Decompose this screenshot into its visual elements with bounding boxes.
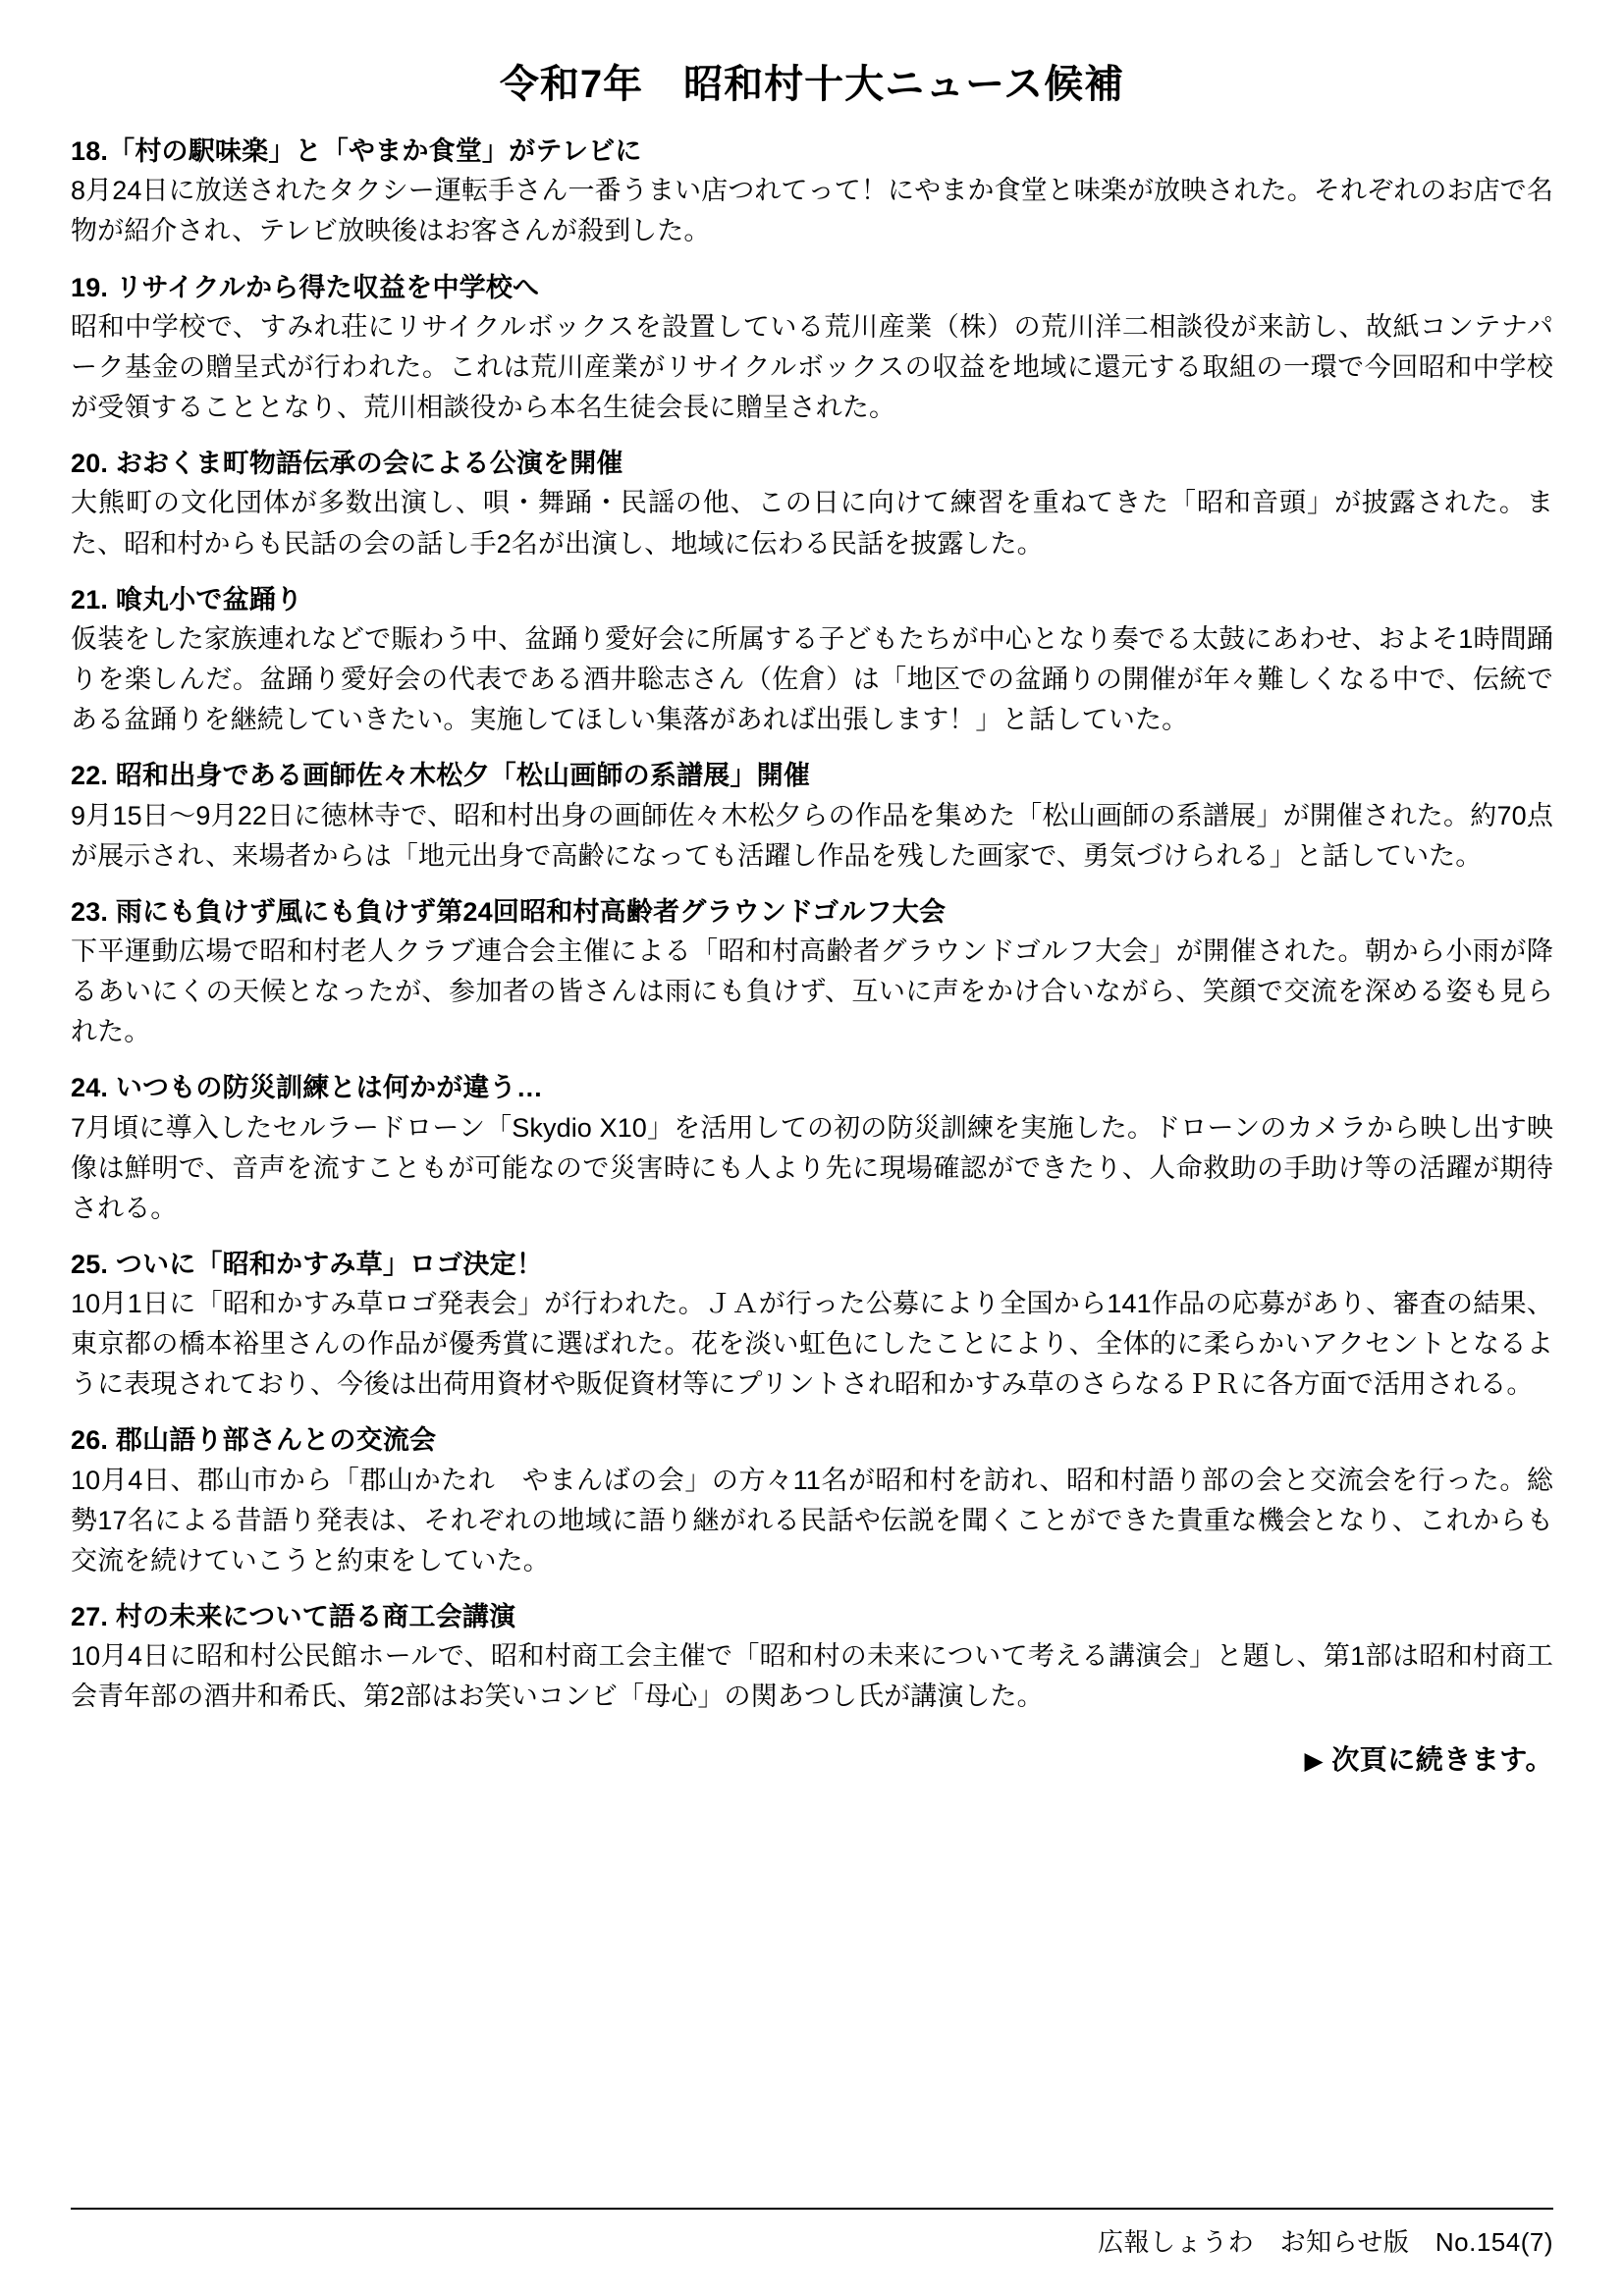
news-body: 8月24日に放送されたタクシー運転手さん一番うまい店つれてって！にやまか食堂と味楽が放映された。それぞれのお店で名物が紹介され、テレビ放映後はお客さんが殺到した。 [71,176,1553,246]
news-heading: 24. いつもの防災訓練とは何かが違う… [71,1073,544,1103]
news-body: 10月4日に昭和村公民館ホールで、昭和村商工会主催で「昭和村の未来について考える講演会」と題し、第1部は昭和村商工会青年部の酒井和希氏、第2部はお笑いコンビ「母心」の関あつし氏が講演した。 [71,1641,1553,1712]
news-item-21 [71,582,1553,741]
news-list [71,133,1553,1717]
news-heading: 21. 喰丸小で盆踊り [71,584,303,614]
triangle-right-icon: ▶ [1304,1747,1325,1776]
news-heading: 23. 雨にも負けず風にも負けず第24回昭和村高齢者グラウンドゴルフ大会 [71,896,947,927]
news-heading: 22. 昭和出身である画師佐々木松夕「松山画師の系譜展」開催 [71,761,811,791]
news-item-27 [71,1599,1553,1718]
news-item-23 [71,894,1553,1053]
news-heading: 25. ついに「昭和かすみ草」ロゴ決定！ [71,1249,544,1279]
news-body: 10月1日に「昭和かすみ草ロゴ発表会」が行われた。ＪＡが行った公募により全国から141作品の応募があり、審査の結果、東京都の橋本裕里さんの作品が優秀賞に選ばれた。花を淡い虹色にしたことにより、全体的に柔らかいアクセントとなるように表現されており、今後は出荷用資材や販促資材等にプリントされ昭和かすみ草のさらなるＰＲに各方面で活用される。 [71,1289,1553,1400]
news-item-22 [71,758,1553,877]
news-item-19 [71,270,1553,429]
news-heading: 20. おおくま町物語伝承の会による公演を開催 [71,449,623,479]
news-heading: 27. 村の未来について語る商工会講演 [71,1601,516,1631]
news-item-20 [71,446,1553,564]
news-item-26 [71,1422,1553,1581]
news-heading: 19. リサイクルから得た収益を中学校へ [71,272,540,302]
news-body: 大熊町の文化団体が多数出演し、唄・舞踊・民謡の他、この日に向けて練習を重ねてきた「昭和音頭」が披露された。また、昭和村からも民話の会の話し手2名が出演し、地域に伝わる民話を披露した。 [71,488,1553,559]
news-heading: 26. 郡山語り部さんとの交流会 [71,1425,437,1456]
news-heading: 18.「村の駅味楽」と「やまか食堂」がテレビに [71,136,642,166]
page-title: 令和7年 昭和村十大ニュース候補 [499,63,1125,106]
news-body: 9月15日〜9月22日に徳林寺で、昭和村出身の画師佐々木松夕らの作品を集めた「松山画師の系譜展」が開催された。約70点が展示され、来場者からは「地元出身で高齢になっても活躍し作品を残した画家で、勇気づけられる」と話していた。 [71,800,1553,871]
news-item-25 [71,1247,1553,1406]
news-body: 仮装をした家族連れなどで賑わう中、盆踊り愛好会に所属する子どもたちが中心となり奏でる太鼓にあわせ、およそ1時間踊りを楽しんだ。盆踊り愛好会の代表である酒井聡志さん（佐倉）は「地区での盆踊りの開催が年々難しくなる中で、伝統である盆踊りを継続していきたい。実施してほしい集落があれば出張します！」と話していた。 [71,623,1553,735]
news-item-24 [71,1070,1553,1229]
news-body: 10月4日、郡山市から「郡山かたれ やまんばの会」の方々11名が昭和村を訪れ、昭和村語り部の会と交流会を行った。総勢17名による昔語り発表は、それぞれの地域に語り継がれる民話や伝説を聞くことができた貴重な機会となり、これからも交流を続けていこうと約束をしていた。 [71,1465,1553,1575]
news-body: 7月頃に導入したセルラードローン「Skydio X10」を活用しての初の防災訓練を実施した。ドローンのカメラから映し出す映像は鮮明で、音声を流すこともが可能なので災害時にも人より先に現場確認ができたり、人命救助の手助け等の活躍が期待される。 [71,1112,1553,1223]
news-item-18 [71,133,1553,252]
footer-publication-info: 広報しょうわ お知らせ版 No.154(7) [1098,2227,1553,2257]
news-body: 昭和中学校で、すみれ荘にリサイクルボックスを設置している荒川産業（株）の荒川洋二相談役が来訪し、故紙コンテナパーク基金の贈呈式が行われた。これは荒川産業がリサイクルボックスの収益を地域に還元する取組の一環で今回昭和中学校が受領することとなり、荒川相談役から本名生徒会長に贈呈された。 [71,311,1553,422]
news-body: 下平運動広場で昭和村老人クラブ連合会主催による「昭和村高齢者グラウンドゴルフ大会」が開催された。朝から小雨が降るあいにくの天候となったが、参加者の皆さんは雨にも負けず、互いに声をかけ合いながら、笑顔で交流を深める姿も見られた。 [71,936,1553,1047]
footer-divider [71,2208,1553,2210]
continue-note-label: 次頁に続きます。 [1331,1744,1553,1776]
continue-note [71,1738,1553,1778]
